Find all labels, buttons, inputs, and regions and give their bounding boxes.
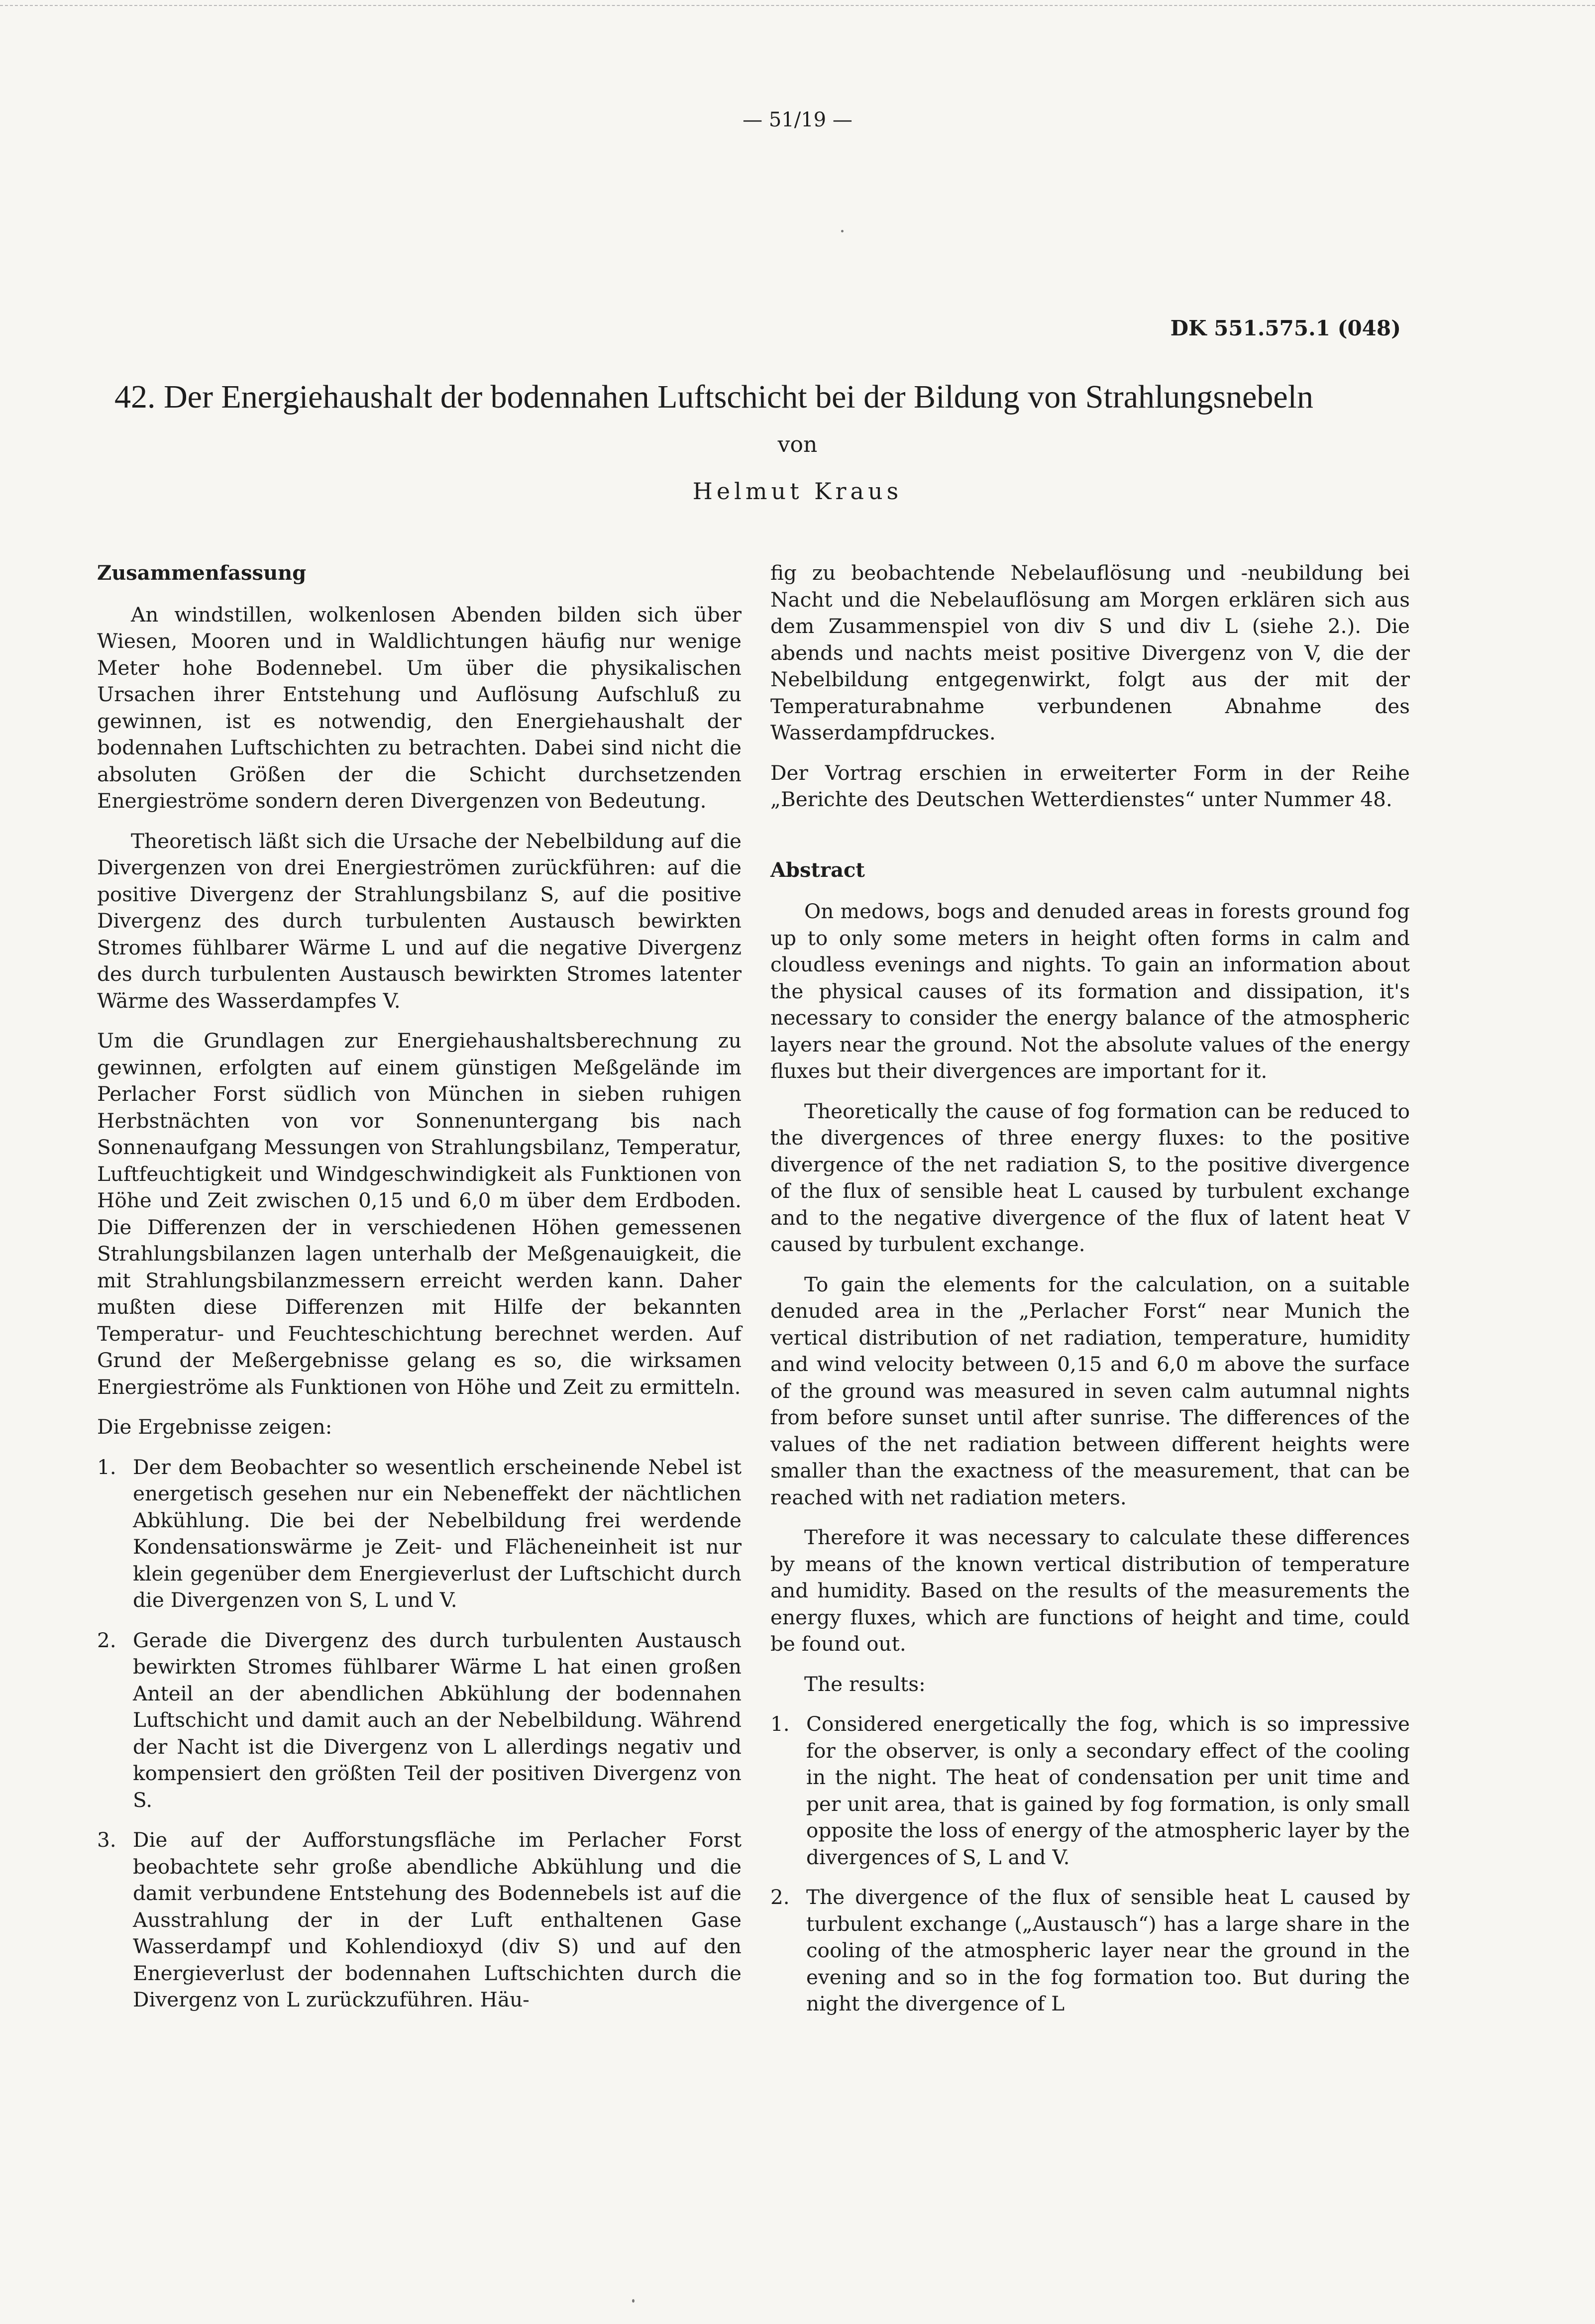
scan-speck <box>841 230 844 232</box>
list-item <box>97 1627 742 1814</box>
results-list-en <box>770 1711 1410 2017</box>
abstract-paragraph-1: On medows, bogs and denuded areas in forests ground fog up to only some meters in height often forms in calm and cloudless evenings and nights. To gain an information about the physical causes of its formation and dissipation, it's necessary to consider the energy balance of the atmospheric layers near the ground. Not the absolute values of the energy fluxes but their divergences are important for it. <box>770 899 1410 1083</box>
list-item-text: Gerade die Divergenz des durch turbulenten Austausch bewirkten Stromes fühlbarer Wärme L hat einen großen Anteil an der abendlichen Abkühlung der bodennahen Luftschicht und damit auch an der Nebelbildung. Während der Nacht ist die Divergenz von L allerdings negativ und kompensiert den größten Teil der positiven Divergenz von S. <box>133 1628 742 1812</box>
abstract-paragraph-3: To gain the elements for the calculation, on a suitable denuded area in the „Perlacher Forst“ near Munich the vertical distribution of net radiation, temperature, humidity and wind velocity between 0,15 and 6,0 m above the surface of the ground was measured in seven calm autumnal nights from before sunset until after sunrise. The differences of the values of the net radiation between different heights were smaller than the exactness of the measurement, that can be reached with net radiation meters. <box>770 1272 1410 1509</box>
list-item-text: The divergence of the flux of sensible heat L caused by turbulent exchange („Austausch“) has a large share in the cooling of the atmospheric layer near the ground in the evening and so in the fog formation too. But during the night the divergence of L <box>806 1885 1410 2015</box>
list-item <box>770 1711 1410 1871</box>
list-item-text: Considered energetically the fog, which is so impressive for the observer, is only a secondary effect of the cooling in the night. The heat of condensation per unit time and per unit area, that is gained by fog formation, is only small opposite the loss of energy of the atmospheric layer by the divergences of S, L and V. <box>806 1712 1410 1869</box>
dk-classification: DK 551.575.1 (048) <box>1170 316 1401 340</box>
list-item-text: Der dem Beobachter so wesentlich erscheinende Nebel ist energetisch gesehen nur ein Nebeneffekt der nächtlichen Abkühlung. Die bei der Nebelbildung frei werdende Kondensationswärme je Zeit- und Flächeneinheit ist nur klein gegenüber dem Energieverlust der Luftschicht durch die Divergenzen von S, L und V. <box>133 1455 742 1612</box>
zusammenfassung-paragraph-1: An windstillen, wolkenlosen Abenden bilden sich über Wiesen, Mooren und in Waldlichtungen häufig nur wenige Meter hohe Bodennebel. Um über die physikalischen Ursachen ihrer Entstehung und Auflösung Aufschluß zu gewinnen, ist es notwendig, den Energiehaushalt der bodennahen Luftschichten zu betrachten. Dabei sind nicht die absoluten Größen der die Schicht durchsetzenden Energieströme sondern deren Divergenzen von Bedeutung. <box>97 602 742 813</box>
zusammenfassung-continuation: fig zu beobachtende Nebelauflösung und -neubildung bei Nacht und die Nebelauflösung am Morgen erklären sich aus dem Zusammenspiel von div S und div L (siehe 2.). Die abends und nachts meist positive Divergenz von V, die der Nebelbildung entgegenwirkt, folgt aus der mit der Temperaturabnahme verbundenen Abnahme des Wasserdampfdruckes. <box>770 561 1410 744</box>
zusammenfassung-paragraph-3: Um die Grundlagen zur Energiehaushaltsberechnung zu gewinnen, erfolgten auf einem günstigen Meßgelände im Perlacher Forst südlich von München in sieben ruhigen Herbstnächten von vor Sonnenuntergang bis nach Sonnenaufgang Messungen von Strahlungsbilanz, Temperatur, Luftfeuchtigkeit und Windgeschwindigkeit als Funktionen von Höhe und Zeit zwischen 0,15 und 6,0 m über dem Erdboden. Die Differenzen der in verschiedenen Höhen gemessenen Strahlungsbilanzen lagen unterhalb der Meßgenauigkeit, die mit Strahlungsbilanzmessern erreicht werden kann. Daher mußten diese Differenzen mit Hilfe der bekannten Temperatur- und Feuchteschichtung berechnet werden. Auf Grund der Meßergebnisse gelang es so, die wirksamen Energieströme als Funktionen von Höhe und Zeit zu ermitteln. <box>97 1029 742 1399</box>
left-column <box>97 560 742 2027</box>
results-list-de <box>97 1454 742 2013</box>
scan-speck <box>632 2299 635 2303</box>
list-item-number: 1. <box>770 1712 790 1736</box>
list-item-number: 2. <box>97 1628 116 1652</box>
list-item-number: 1. <box>97 1455 116 1479</box>
publication-note: Der Vortrag erschien in erweiterter Form in der Reihe „Berichte des Deutschen Wetterdienstes“ unter Nummer 48. <box>770 760 1410 811</box>
abstract-paragraph-2: Theoretically the cause of fog formation can be reduced to the divergences of three energy fluxes: to the positive divergence of the net radiation S, to the positive divergence of the flux of sensible heat L caused by turbulent exchange and to the negative divergence of the flux of latent heat V caused by turbulent exchange. <box>770 1099 1410 1256</box>
scan-edge-line <box>0 5 1595 6</box>
abstract-heading: Abstract <box>770 858 865 882</box>
author-name: Helmut Kraus <box>692 478 903 505</box>
list-item <box>97 1827 742 2013</box>
list-item-text: Die auf der Aufforstungsfläche im Perlacher Forst beobachtete sehr große abendliche Abkühlung und die damit verbundene Entstehung des Bodennebels ist auf die Ausstrahlung der in der Luft enthaltenen Gase Wasserdampf und Kohlendioxyd (div S) und auf den Energieverlust der bodennahen Luftschichten durch die Divergenz von L zurückzuführen. Häu- <box>133 1828 742 2011</box>
right-column <box>770 560 1410 2031</box>
list-item <box>97 1454 742 1614</box>
results-intro-en: The results: <box>804 1672 926 1696</box>
list-item-number: 2. <box>770 1885 790 1909</box>
list-item-number: 3. <box>97 1828 116 1852</box>
byline-von: von <box>777 432 818 457</box>
zusammenfassung-heading: Zusammenfassung <box>97 561 307 585</box>
list-item <box>770 1884 1410 2017</box>
article-title: 42. Der Energiehaushalt der bodennahen Luftschicht bei der Bildung von Strahlungsnebeln <box>114 379 1313 415</box>
results-intro-de: Die Ergebnisse zeigen: <box>97 1415 332 1439</box>
zusammenfassung-paragraph-2: Theoretisch läßt sich die Ursache der Nebelbildung auf die Divergenzen von drei Energieströmen zurückführen: auf die positive Divergenz der Strahlungsbilanz S, auf die positive Divergenz des durch turbulenten Austausch bewirkten Stromes fühlbarer Wärme L und auf die negative Divergenz des durch turbulenten Austausch bewirkten Stromes latenter Wärme des Wasserdampfes V. <box>97 829 742 1013</box>
abstract-paragraph-4: Therefore it was necessary to calculate these differences by means of the known vertical distribution of temperature and humidity. Based on the results of the measurements the energy fluxes, which are functions of height and time, could be found out. <box>770 1525 1410 1656</box>
page-number: — 51/19 — <box>743 108 852 131</box>
